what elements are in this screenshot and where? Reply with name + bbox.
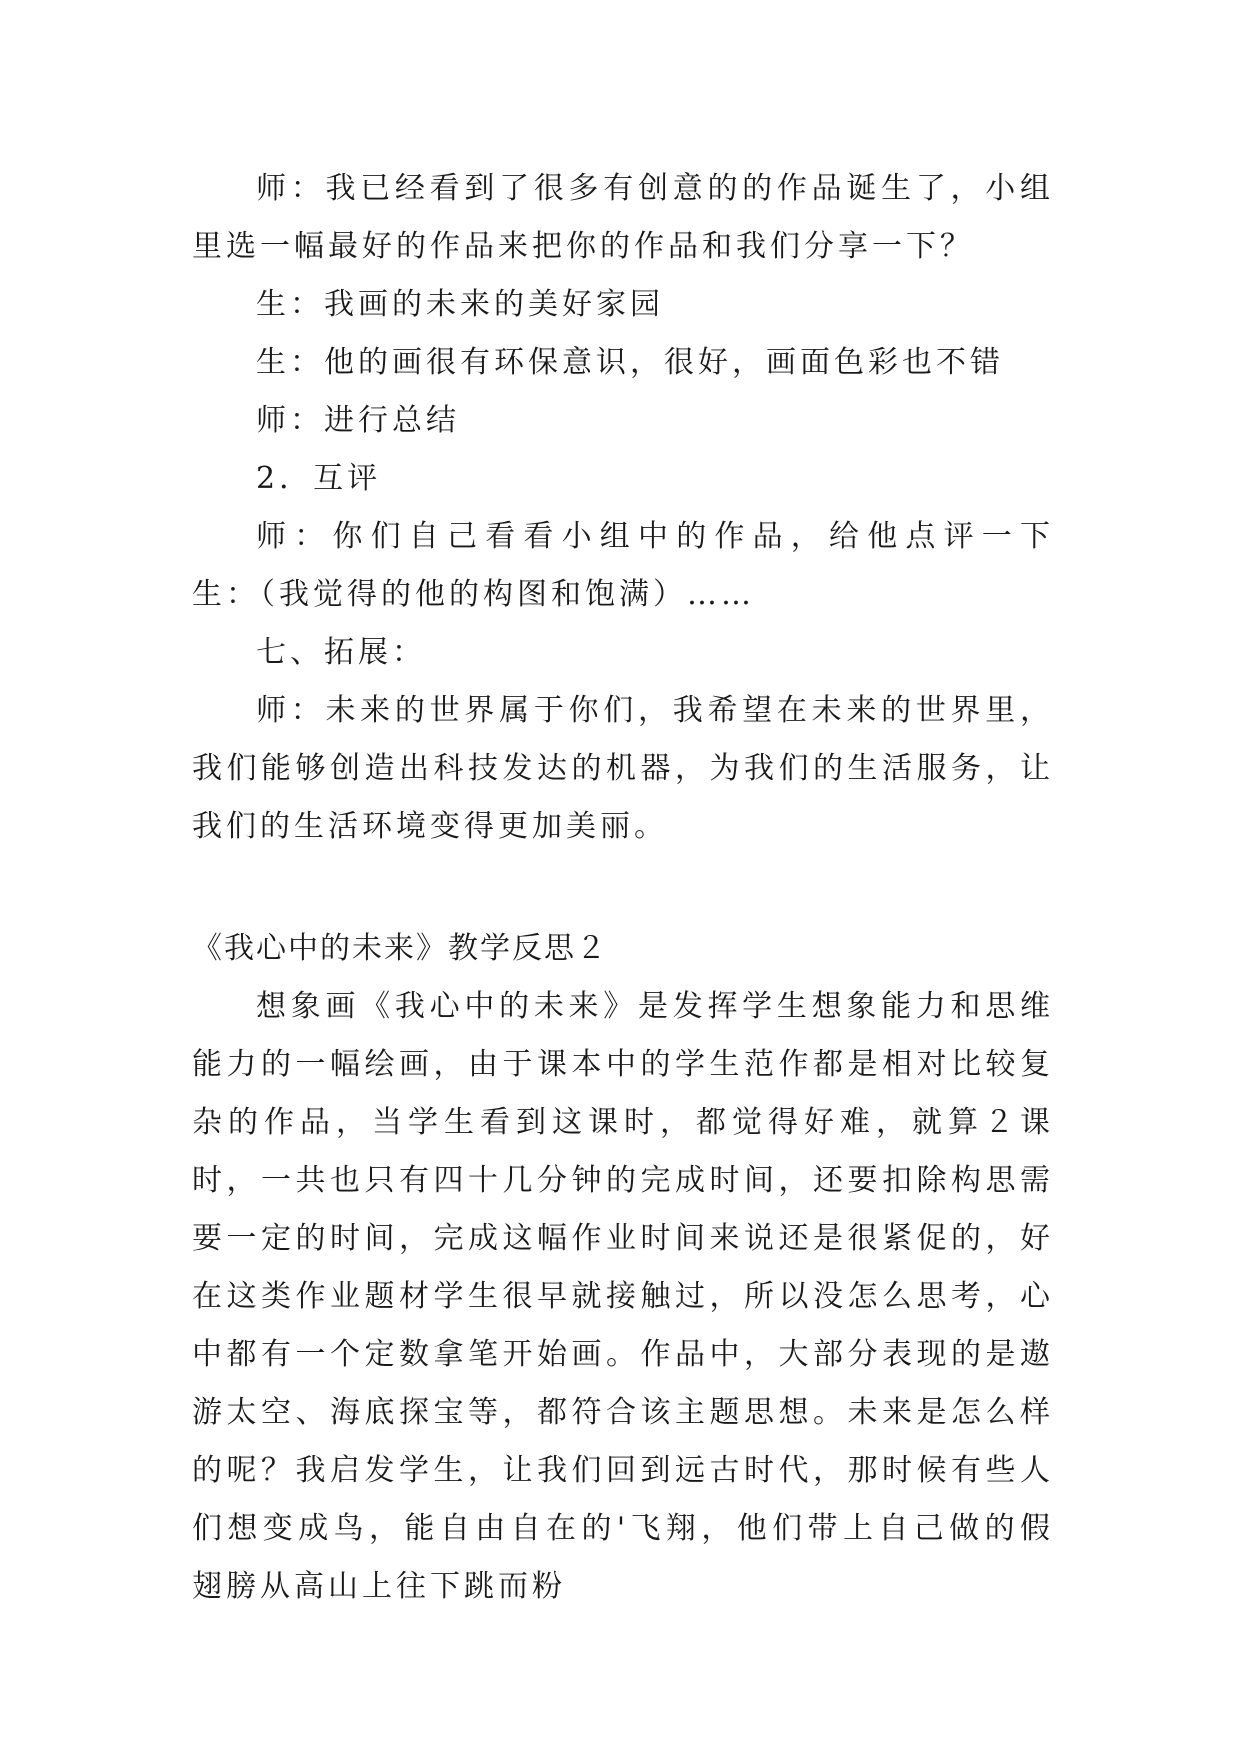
dialogue-peer-review: 师：你们自己看看小组中的作品，给他点评一下 生：（我觉得的他的构图和饱满）……	[192, 519, 1122, 612]
section-title: 《我心中的未来》教学反思２	[192, 931, 608, 966]
dialogue-student-home: 生：我画的未来的美好家园	[256, 287, 664, 322]
dialogue-teacher-summary: 师：进行总结	[256, 403, 460, 438]
section-spacer	[192, 856, 1054, 920]
reflection-paragraph: 想象画《我心中的未来》是发挥学生想象能力和思维能力的一幅绘画，由于课本中的学生范作都是相对比较复杂的作品，当学生看到这课时，都觉得好难，就算２课时，一共也只有四十几分钟的完成时间，还要扣除构思需要一定的时间，完成这幅作业时间来说还是很紧促的，好在这类作业题材学生很早就接触过，所以没怎么思考，心中都有一个定数拿笔开始画。作品中，大部分表现的是遨游太空、海底探宝等，都符合该主题思想。未来是怎么样的呢？我启发学生，让我们回到远古时代，那时候有些人们想变成鸟，能自由自在的'飞翔，他们带上自己做的假翅膀从高山上往下跳而粉	[192, 989, 1054, 1604]
step-peer-review-heading: 2．互评	[256, 461, 382, 496]
dialogue-teacher-sharing: 师：我已经看到了很多有创意的的作品诞生了，小组里选一幅最好的作品来把你的作品和我们分享一下？	[192, 171, 1054, 264]
document-body	[192, 160, 1122, 1616]
dialogue-student-comment: 生：他的画很有环保意识，很好，画面色彩也不错	[256, 345, 1004, 380]
dialogue-teacher-future: 师：未来的世界属于你们，我希望在未来的世界里，我们能够创造出科技发达的机器，为我们的生活服务，让我们的生活环境变得更加美丽。	[192, 693, 1054, 844]
step-extension-heading: 七、拓展：	[256, 635, 426, 670]
